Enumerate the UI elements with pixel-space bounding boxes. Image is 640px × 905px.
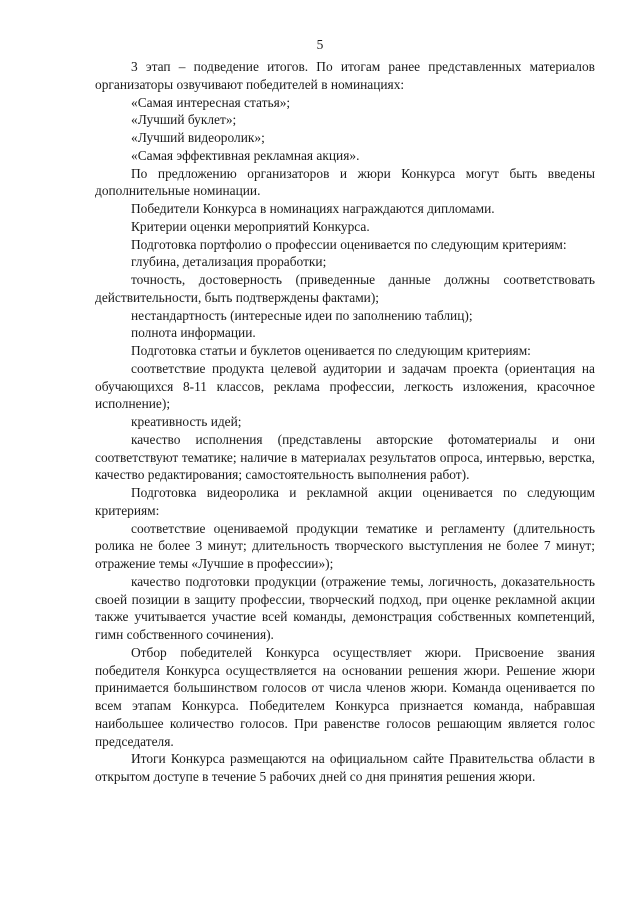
paragraph-portfolio-criteria: Подготовка портфолио о профессии оценивается по следующим критериям: xyxy=(131,236,567,252)
paragraph-additional-nominations: По предложению организаторов и жюри Конкурса могут быть введены дополнительные номинации. xyxy=(95,165,595,199)
criterion-item: качество подготовки продукции (отражение темы, логичность, доказательность своей позиции в защиту профессии, творческий подход, при оценке рекламной акции также учитывается участие всей команды, демонстрация собственных компетенций, гимн собственного сочинения). xyxy=(95,573,595,642)
nomination-item: «Самая интересная статья»; xyxy=(131,94,291,110)
criterion-item: соответствие продукта целевой аудитории и задачам проекта (ориентация на обучающихся 8-11 классов, реклама профессии, легкость изложения, красочное исполнение); xyxy=(95,360,595,412)
document-body xyxy=(95,58,595,786)
criterion-item: качество исполнения (представлены авторские фотоматериалы и они соответствуют тематике; наличие в материалах результатов опроса, интервью, верстка, качество редактирования; самостоятельность выполнения работ). xyxy=(95,431,595,483)
paragraph-results-publication: Итоги Конкурса размещаются на официальном сайте Правительства области в открытом доступе в течение 5 рабочих дней со дня принятия решения жюри. xyxy=(95,751,595,784)
criterion-item: соответствие оцениваемой продукции тематике и регламенту (длительность ролика не более 3 минут; длительность творческого выступления не более 7 минут; отражение темы «Лучшие в профессии»); xyxy=(95,520,595,571)
criterion-item: глубина, детализация проработки; xyxy=(131,254,327,270)
paragraph-video-criteria: Подготовка видеоролика и рекламной акции оценивается по следующим критериям: xyxy=(95,485,595,518)
criterion-item: полнота информации. xyxy=(131,325,256,341)
paragraph-article-criteria: Подготовка статьи и буклетов оценивается по следующим критериям: xyxy=(131,343,531,358)
criterion-item: креативность идей; xyxy=(131,414,242,429)
section-heading-criteria: Критерии оценки мероприятий Конкурса. xyxy=(131,218,370,234)
paragraph-jury-selection: Отбор победителей Конкурса осуществляет жюри. Присвоение звания победителя Конкурса осуществляется на основании решения жюри. Решение жюри принимается большинством голосов от числа членов жюри. Команда оценивается по всем этапам Конкурса. Победителем Конкурса признается команда, набравшая наибольшее количество голосов. При равенстве голосов решающим является голос председателя. xyxy=(95,644,595,749)
criterion-item: точность, достоверность (приведенные данные должны соответствовать действительности, быть подтверждены фактами); xyxy=(95,272,595,305)
nomination-item: «Лучший видеоролик»; xyxy=(131,130,265,145)
nomination-item: «Самая эффективная рекламная акция». xyxy=(131,147,360,163)
page-number: 5 xyxy=(316,37,324,52)
paragraph-stage-3-results: 3 этап – подведение итогов. По итогам ранее представленных материалов организаторы озвучивают победителей в номинациях: xyxy=(95,59,595,92)
criterion-item: нестандартность (интересные идеи по заполнению таблиц); xyxy=(131,307,473,323)
nomination-item: «Лучший буклет»; xyxy=(131,112,237,128)
paragraph-diplomas: Победители Конкурса в номинациях награждаются дипломами. xyxy=(131,201,495,216)
